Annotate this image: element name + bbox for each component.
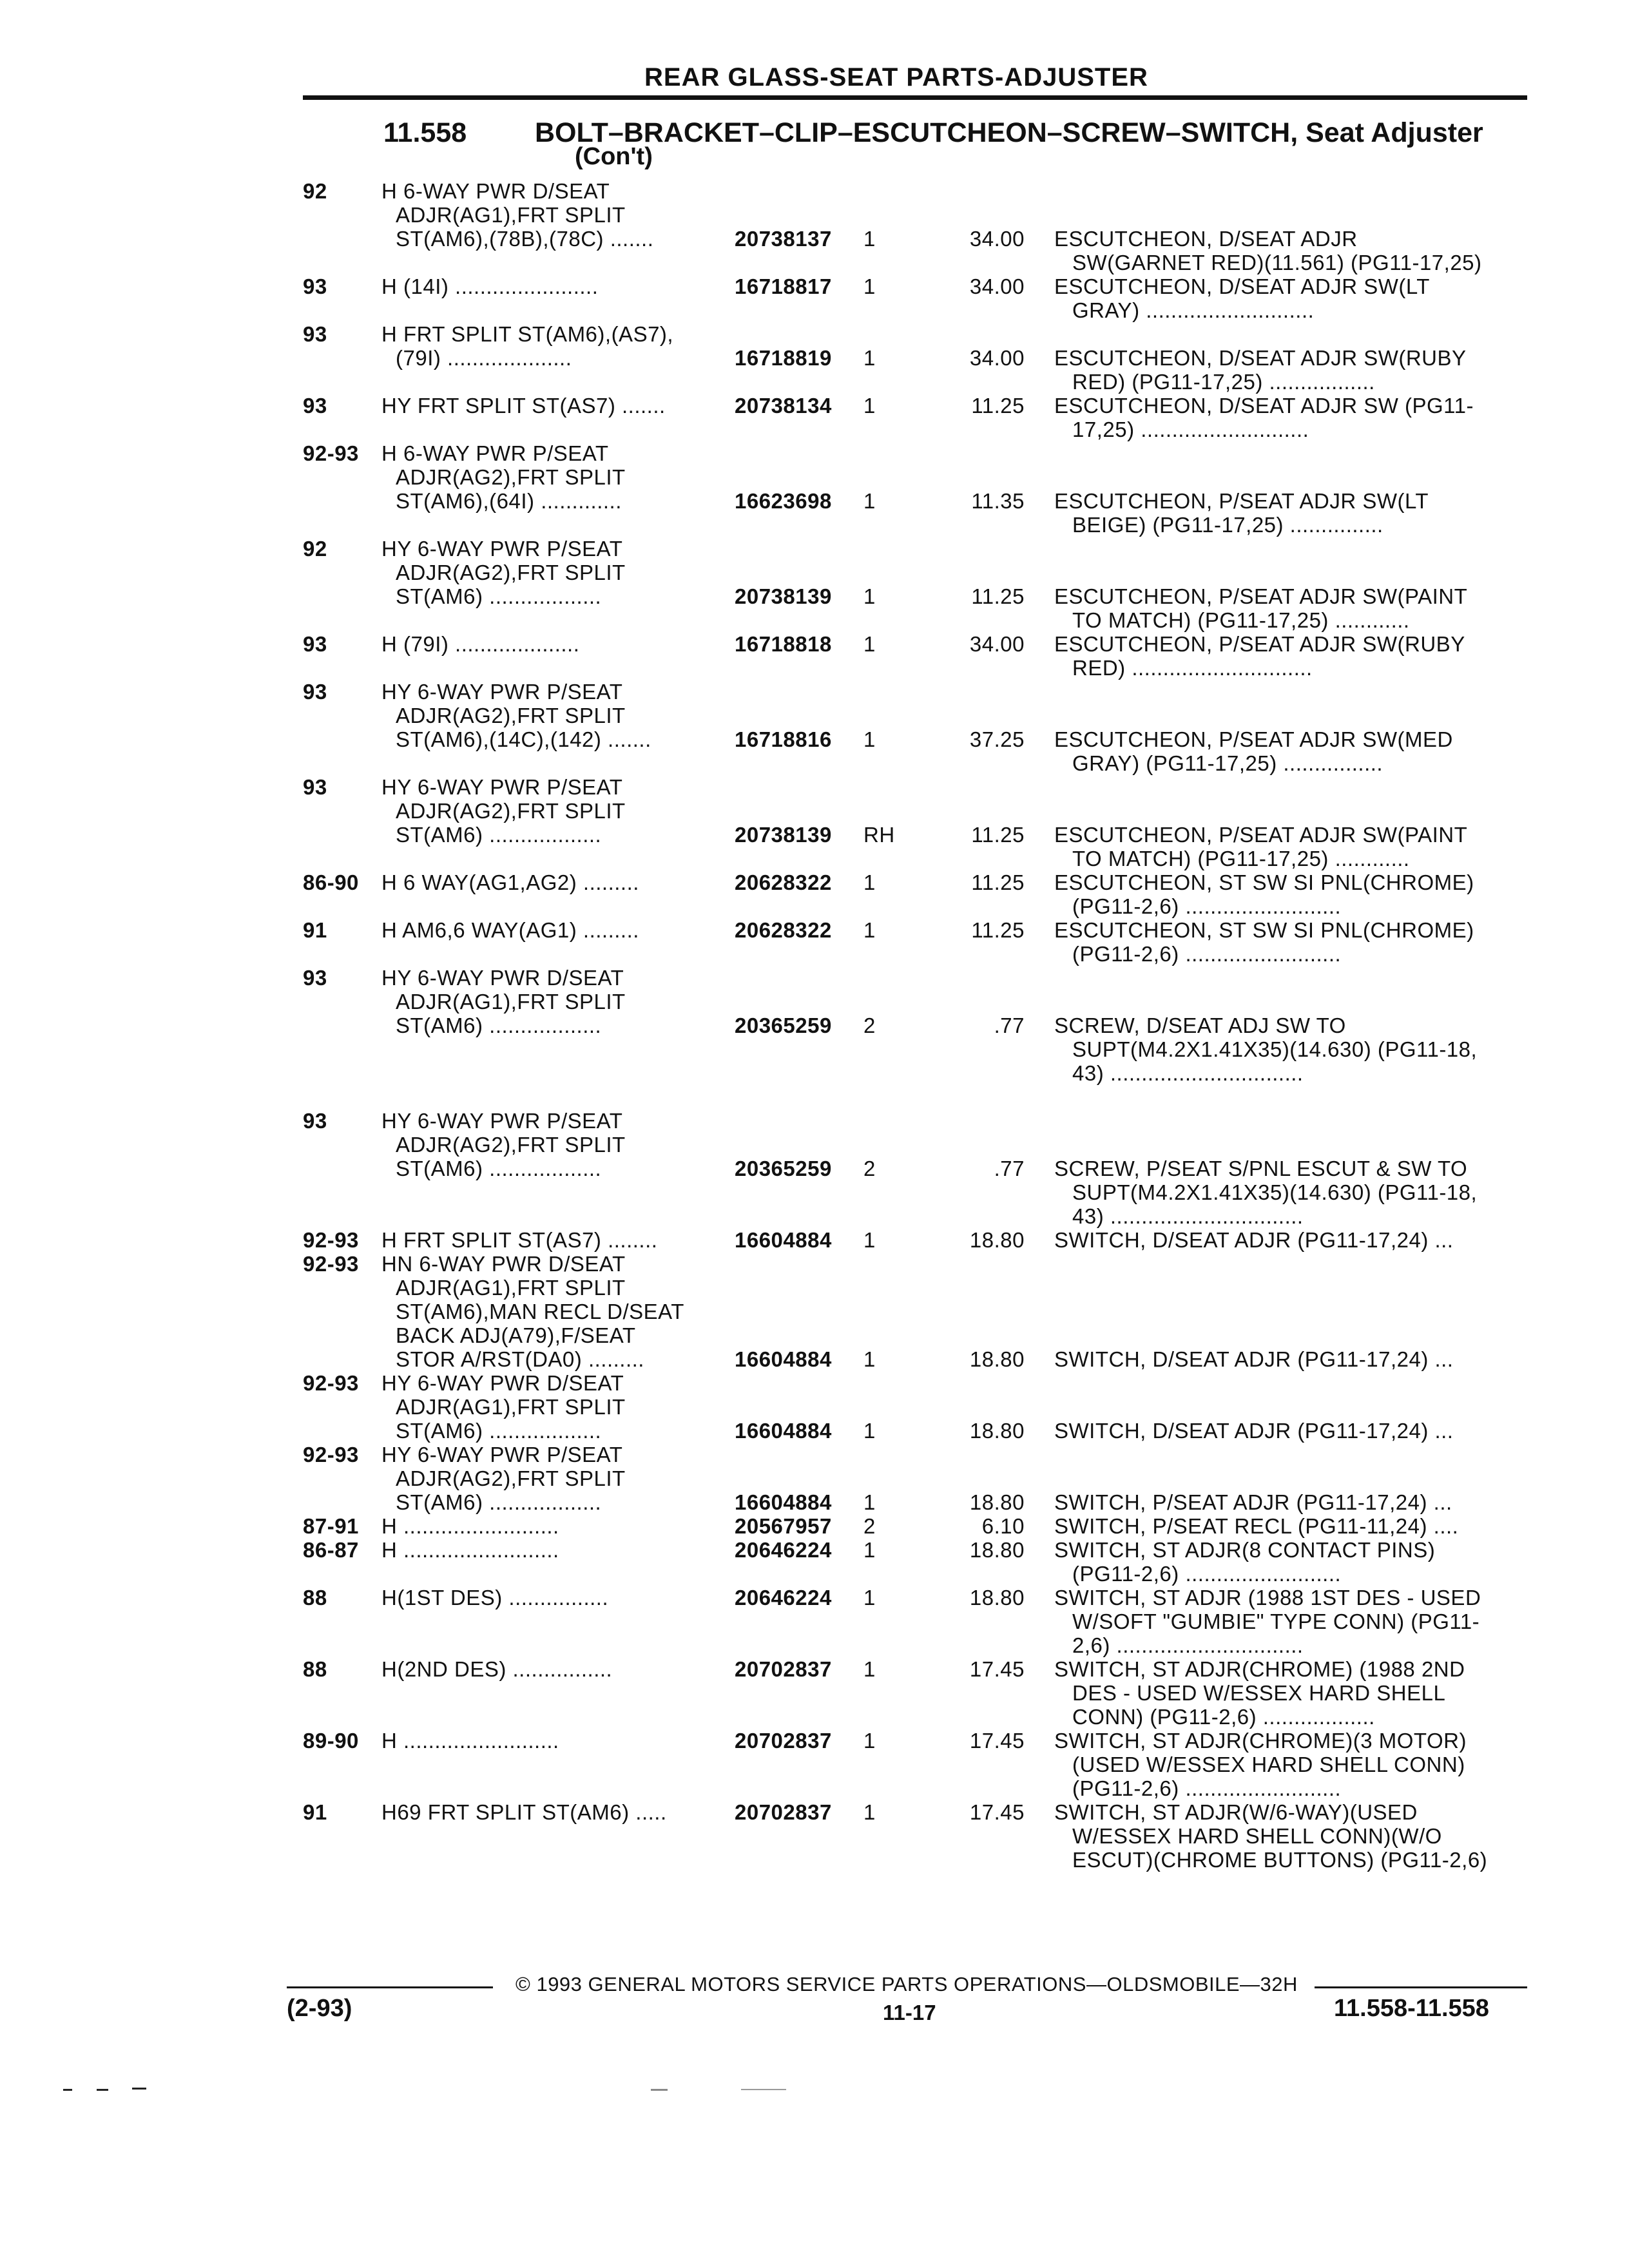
part-description <box>1054 823 1518 870</box>
description-line: SUPT(M4.2X1.41X35)(14.630) (PG11-18, <box>1072 1180 1478 1204</box>
part-number: 20702837 <box>735 1800 832 1824</box>
quantity: 1 <box>863 727 876 751</box>
part-number: 16604884 <box>735 1490 832 1514</box>
part-description <box>1054 1514 1518 1538</box>
usage-description <box>381 322 729 370</box>
table-row <box>0 1371 1629 1443</box>
price: 34.00 <box>969 632 1025 656</box>
usage-line: ADJR(AG1),FRT SPLIT <box>396 203 626 227</box>
footer-rule-left <box>287 1986 493 1988</box>
footer-page-number: 11-17 <box>883 2001 936 2024</box>
description-line: ESCUTCHEON, D/SEAT ADJR SW(LT <box>1054 274 1430 298</box>
table-row <box>0 1538 1629 1586</box>
part-number: 16604884 <box>735 1228 832 1252</box>
usage-description <box>381 1538 729 1562</box>
table-row <box>0 1514 1629 1538</box>
price: 34.00 <box>969 274 1025 298</box>
page-title: REAR GLASS-SEAT PARTS-ADJUSTER <box>644 63 1148 91</box>
quantity: 1 <box>863 1419 876 1443</box>
quantity: 1 <box>863 227 876 251</box>
usage-line: H(2ND DES) ................ <box>381 1657 613 1681</box>
usage-description <box>381 1514 729 1538</box>
usage-line: ST(AM6) .................. <box>396 823 602 847</box>
quantity: 1 <box>863 394 876 418</box>
parts-table <box>0 179 1629 1872</box>
description-line: SWITCH, P/SEAT ADJR (PG11-17,24) ... <box>1054 1490 1452 1514</box>
description-line: ESCUTCHEON, P/SEAT ADJR SW(LT <box>1054 489 1429 513</box>
table-row <box>0 441 1629 537</box>
usage-line: HY 6-WAY PWR P/SEAT <box>381 1443 623 1466</box>
usage-description <box>381 1109 729 1180</box>
price: 34.00 <box>969 227 1025 251</box>
usage-line: ADJR(AG2),FRT SPLIT <box>396 799 626 823</box>
description-line: W/ESSEX HARD SHELL CONN)(W/O <box>1072 1824 1442 1848</box>
usage-description <box>381 966 729 1037</box>
usage-line: H 6-WAY PWR P/SEAT <box>381 441 609 465</box>
usage-description <box>381 394 729 418</box>
part-number: 16623698 <box>735 489 832 513</box>
model-year: 93 <box>303 394 327 418</box>
part-number: 16604884 <box>735 1347 832 1371</box>
usage-description <box>381 632 729 656</box>
description-line: GRAY) ........................... <box>1072 298 1315 322</box>
usage-line: H 6 WAY(AG1,AG2) ......... <box>381 870 639 894</box>
section-continued: (Con't) <box>575 143 653 170</box>
footer-date-code: (2-93) <box>287 1995 352 2022</box>
model-year: 92-93 <box>303 441 359 465</box>
section-number: 11.558 <box>383 117 467 148</box>
quantity: 1 <box>863 1347 876 1371</box>
part-description <box>1054 274 1518 322</box>
description-line: DES - USED W/ESSEX HARD SHELL <box>1072 1681 1446 1705</box>
part-number: 16718817 <box>735 274 832 298</box>
description-line: 43) ............................... <box>1072 1204 1304 1228</box>
description-line: SWITCH, ST ADJR(CHROME) (1988 2ND <box>1054 1657 1465 1681</box>
description-line: RED) (PG11-17,25) ................. <box>1072 370 1375 394</box>
price: 18.80 <box>969 1538 1025 1562</box>
usage-line: ST(AM6) .................. <box>396 1419 602 1443</box>
description-line: SW(GARNET RED)(11.561) (PG11-17,25) <box>1072 251 1482 274</box>
table-row <box>0 1729 1629 1800</box>
price: 18.80 <box>969 1586 1025 1610</box>
quantity: 2 <box>863 1157 876 1180</box>
model-year: 93 <box>303 680 327 704</box>
model-year: 93 <box>303 966 327 990</box>
table-row <box>0 1800 1629 1872</box>
usage-line: ST(AM6),(78B),(78C) ....... <box>396 227 654 251</box>
part-description <box>1054 1490 1518 1514</box>
part-number: 20646224 <box>735 1586 832 1610</box>
part-number: 16718816 <box>735 727 832 751</box>
part-description <box>1054 346 1518 394</box>
part-number: 20738139 <box>735 584 832 608</box>
part-description <box>1054 1657 1518 1729</box>
usage-line: ADJR(AG1),FRT SPLIT <box>396 990 626 1014</box>
usage-description <box>381 1252 729 1371</box>
usage-description <box>381 441 729 513</box>
description-line: SUPT(M4.2X1.41X35)(14.630) (PG11-18, <box>1072 1037 1478 1061</box>
quantity: 1 <box>863 632 876 656</box>
model-year: 88 <box>303 1657 327 1681</box>
description-line: ESCUTCHEON, D/SEAT ADJR SW (PG11- <box>1054 394 1474 418</box>
description-line: ESCUTCHEON, ST SW SI PNL(CHROME) <box>1054 870 1474 894</box>
scan-mark <box>97 2089 108 2091</box>
part-description <box>1054 632 1518 680</box>
table-row <box>0 394 1629 441</box>
usage-description <box>381 1586 729 1610</box>
usage-line: ADJR(AG2),FRT SPLIT <box>396 704 626 727</box>
price: 17.45 <box>969 1800 1025 1824</box>
part-number: 20365259 <box>735 1157 832 1180</box>
description-line: RED) ............................. <box>1072 656 1313 680</box>
description-line: SWITCH, ST ADJR(8 CONTACT PINS) <box>1054 1538 1436 1562</box>
table-row <box>0 322 1629 394</box>
usage-line: ST(AM6),MAN RECL D/SEAT <box>396 1300 684 1323</box>
description-line: SCREW, P/SEAT S/PNL ESCUT & SW TO <box>1054 1157 1468 1180</box>
model-year: 86-87 <box>303 1538 359 1562</box>
quantity: 1 <box>863 1490 876 1514</box>
usage-line: H ......................... <box>381 1729 559 1753</box>
description-line: SWITCH, P/SEAT RECL (PG11-11,24) .... <box>1054 1514 1459 1538</box>
description-line: SWITCH, ST ADJR (1988 1ST DES - USED <box>1054 1586 1481 1610</box>
part-description <box>1054 870 1518 918</box>
usage-description <box>381 537 729 608</box>
description-line: CONN) (PG11-2,6) .................. <box>1072 1705 1375 1729</box>
model-year: 89-90 <box>303 1729 359 1753</box>
description-line: ESCUTCHEON, P/SEAT ADJR SW(MED <box>1054 727 1453 751</box>
part-number: 16718818 <box>735 632 832 656</box>
description-line: SWITCH, D/SEAT ADJR (PG11-17,24) ... <box>1054 1419 1454 1443</box>
table-row <box>0 1657 1629 1729</box>
quantity: 1 <box>863 584 876 608</box>
part-description <box>1054 1228 1518 1252</box>
usage-description <box>381 775 729 847</box>
usage-description <box>381 1657 729 1681</box>
price: 18.80 <box>969 1419 1025 1443</box>
usage-description <box>381 1800 729 1824</box>
model-year: 92-93 <box>303 1443 359 1466</box>
description-line: SWITCH, D/SEAT ADJR (PG11-17,24) ... <box>1054 1228 1454 1252</box>
price: 17.45 <box>969 1729 1025 1753</box>
table-row <box>0 179 1629 274</box>
usage-line: ST(AM6) .................. <box>396 1014 602 1037</box>
description-line: ESCUTCHEON, P/SEAT ADJR SW(RUBY <box>1054 632 1465 656</box>
part-description <box>1054 1729 1518 1800</box>
usage-description <box>381 1729 729 1753</box>
part-number: 20738134 <box>735 394 832 418</box>
price: 37.25 <box>969 727 1025 751</box>
footer-rule-right <box>1315 1986 1527 1988</box>
model-year: 92-93 <box>303 1252 359 1276</box>
price: 11.25 <box>971 394 1025 418</box>
usage-line: HY 6-WAY PWR D/SEAT <box>381 1371 624 1395</box>
description-line: ESCUTCHEON, D/SEAT ADJR <box>1054 227 1358 251</box>
quantity: 1 <box>863 1586 876 1610</box>
section-title: BOLT–BRACKET–CLIP–ESCUTCHEON–SCREW–SWITCH, Seat Adjuster <box>535 117 1483 148</box>
part-description <box>1054 1419 1518 1443</box>
usage-line: STOR A/RST(DA0) ......... <box>396 1347 644 1371</box>
model-year: 88 <box>303 1586 327 1610</box>
part-number: 20628322 <box>735 918 832 942</box>
usage-line: H (14I) ....................... <box>381 274 599 298</box>
usage-line: (79I) .................... <box>396 346 572 370</box>
part-number: 20365259 <box>735 1014 832 1037</box>
model-year: 91 <box>303 1800 327 1824</box>
model-year: 93 <box>303 322 327 346</box>
table-row <box>0 1443 1629 1514</box>
usage-description <box>381 680 729 751</box>
table-row <box>0 870 1629 918</box>
part-number: 20738137 <box>735 227 832 251</box>
usage-line: H(1ST DES) ................ <box>381 1586 609 1610</box>
quantity: 2 <box>863 1514 876 1538</box>
part-number: 20702837 <box>735 1657 832 1681</box>
model-year: 92 <box>303 537 327 561</box>
price: .77 <box>994 1157 1025 1180</box>
part-number: 20646224 <box>735 1538 832 1562</box>
quantity: 1 <box>863 1228 876 1252</box>
usage-description <box>381 1371 729 1443</box>
price: .77 <box>994 1014 1025 1037</box>
description-line: (PG11-2,6) ......................... <box>1072 1776 1342 1800</box>
table-row <box>0 775 1629 870</box>
description-line: 43) ............................... <box>1072 1061 1304 1085</box>
usage-description <box>381 870 729 894</box>
description-line: (PG11-2,6) ......................... <box>1072 894 1342 918</box>
scan-mark <box>63 2089 72 2091</box>
usage-description <box>381 1228 729 1252</box>
price: 6.10 <box>981 1514 1025 1538</box>
model-year: 93 <box>303 632 327 656</box>
part-description <box>1054 918 1518 966</box>
model-year: 93 <box>303 274 327 298</box>
usage-line: H AM6,6 WAY(AG1) ......... <box>381 918 639 942</box>
part-number: 20567957 <box>735 1514 832 1538</box>
quantity: 1 <box>863 870 876 894</box>
price: 17.45 <box>969 1657 1025 1681</box>
quantity: 1 <box>863 346 876 370</box>
scan-mark <box>741 2089 786 2090</box>
price: 18.80 <box>969 1490 1025 1514</box>
description-line: ESCUT)(CHROME BUTTONS) (PG11-2,6) <box>1072 1848 1488 1872</box>
model-year: 92-93 <box>303 1371 359 1395</box>
usage-line: ST(AM6) .................. <box>396 1157 602 1180</box>
usage-line: H (79I) .................... <box>381 632 580 656</box>
quantity: 1 <box>863 489 876 513</box>
usage-line: HY 6-WAY PWR P/SEAT <box>381 537 623 561</box>
table-row <box>0 1252 1629 1371</box>
part-number: 20702837 <box>735 1729 832 1753</box>
footer-copyright: © 1993 GENERAL MOTORS SERVICE PARTS OPERATIONS—OLDSMOBILE—32H <box>516 1973 1298 1995</box>
description-line: 2,6) .............................. <box>1072 1633 1304 1657</box>
description-line: ESCUTCHEON, ST SW SI PNL(CHROME) <box>1054 918 1474 942</box>
description-line: SWITCH, ST ADJR(W/6-WAY)(USED <box>1054 1800 1418 1824</box>
description-line: BEIGE) (PG11-17,25) ............... <box>1072 513 1383 537</box>
part-description <box>1054 584 1518 632</box>
price: 11.25 <box>971 584 1025 608</box>
description-line: TO MATCH) (PG11-17,25) ............ <box>1072 608 1410 632</box>
description-line: W/SOFT "GUMBIE" TYPE CONN) (PG11- <box>1072 1610 1480 1633</box>
usage-line: HY FRT SPLIT ST(AS7) ....... <box>381 394 666 418</box>
description-line: SCREW, D/SEAT ADJ SW TO <box>1054 1014 1346 1037</box>
description-line: TO MATCH) (PG11-17,25) ............ <box>1072 847 1410 870</box>
description-line: (PG11-2,6) ......................... <box>1072 1562 1342 1586</box>
usage-description <box>381 179 729 251</box>
usage-line: HN 6-WAY PWR D/SEAT <box>381 1252 626 1276</box>
quantity: 1 <box>863 1729 876 1753</box>
price: 11.25 <box>971 870 1025 894</box>
usage-line: H69 FRT SPLIT ST(AM6) ..... <box>381 1800 667 1824</box>
quantity: RH <box>863 823 895 847</box>
usage-line: ST(AM6),(14C),(142) ....... <box>396 727 651 751</box>
model-year: 93 <box>303 775 327 799</box>
description-line: ESCUTCHEON, D/SEAT ADJR SW(RUBY <box>1054 346 1467 370</box>
table-row <box>0 537 1629 632</box>
scan-mark <box>651 2089 668 2091</box>
model-year: 87-91 <box>303 1514 359 1538</box>
part-description <box>1054 1014 1518 1085</box>
usage-line: HY 6-WAY PWR P/SEAT <box>381 1109 623 1133</box>
model-year: 93 <box>303 1109 327 1133</box>
table-row <box>0 1586 1629 1657</box>
usage-line: H FRT SPLIT ST(AS7) ........ <box>381 1228 658 1252</box>
usage-description <box>381 918 729 942</box>
part-number: 20628322 <box>735 870 832 894</box>
usage-line: H ......................... <box>381 1538 559 1562</box>
part-description <box>1054 227 1518 274</box>
model-year: 86-90 <box>303 870 359 894</box>
usage-line: ADJR(AG2),FRT SPLIT <box>396 1466 626 1490</box>
quantity: 1 <box>863 1657 876 1681</box>
description-line: SWITCH, ST ADJR(CHROME)(3 MOTOR) <box>1054 1729 1467 1753</box>
part-description <box>1054 1347 1518 1371</box>
usage-line: ADJR(AG1),FRT SPLIT <box>396 1276 626 1300</box>
usage-line: ADJR(AG2),FRT SPLIT <box>396 561 626 584</box>
usage-description <box>381 1443 729 1514</box>
description-line: SWITCH, D/SEAT ADJR (PG11-17,24) ... <box>1054 1347 1454 1371</box>
table-row <box>0 632 1629 680</box>
description-line: (PG11-2,6) ......................... <box>1072 942 1342 966</box>
part-number: 16718819 <box>735 346 832 370</box>
usage-line: H 6-WAY PWR D/SEAT <box>381 179 610 203</box>
part-description <box>1054 1538 1518 1586</box>
usage-line: ST(AM6) .................. <box>396 584 602 608</box>
quantity: 1 <box>863 1800 876 1824</box>
description-line: 17,25) ........................... <box>1072 418 1309 441</box>
scan-mark <box>132 2088 146 2090</box>
usage-line: HY 6-WAY PWR P/SEAT <box>381 775 623 799</box>
part-description <box>1054 727 1518 775</box>
part-description <box>1054 1157 1518 1228</box>
model-year: 91 <box>303 918 327 942</box>
usage-line: ADJR(AG2),FRT SPLIT <box>396 465 626 489</box>
description-line: ESCUTCHEON, P/SEAT ADJR SW(PAINT <box>1054 823 1468 847</box>
part-description <box>1054 1586 1518 1657</box>
table-row <box>0 1228 1629 1252</box>
table-row <box>0 918 1629 966</box>
footer-section-range: 11.558-11.558 <box>1334 1995 1489 2022</box>
usage-description <box>381 274 729 298</box>
usage-line: ADJR(AG1),FRT SPLIT <box>396 1395 626 1419</box>
description-line: (USED W/ESSEX HARD SHELL CONN) <box>1072 1753 1465 1776</box>
model-year: 92 <box>303 179 327 203</box>
part-number: 16604884 <box>735 1419 832 1443</box>
usage-line: H FRT SPLIT ST(AM6),(AS7), <box>381 322 674 346</box>
usage-line: HY 6-WAY PWR D/SEAT <box>381 966 624 990</box>
part-description <box>1054 1800 1518 1872</box>
part-description <box>1054 394 1518 441</box>
quantity: 1 <box>863 274 876 298</box>
usage-line: ADJR(AG2),FRT SPLIT <box>396 1133 626 1157</box>
model-year: 92-93 <box>303 1228 359 1252</box>
table-row <box>0 274 1629 322</box>
price: 18.80 <box>969 1347 1025 1371</box>
price: 11.35 <box>971 489 1025 513</box>
table-row <box>0 680 1629 775</box>
table-row <box>0 1109 1629 1228</box>
usage-line: ST(AM6) .................. <box>396 1490 602 1514</box>
description-line: ESCUTCHEON, P/SEAT ADJR SW(PAINT <box>1054 584 1468 608</box>
usage-line: H ......................... <box>381 1514 559 1538</box>
title-rule <box>303 95 1527 100</box>
table-row <box>0 966 1629 1109</box>
quantity: 1 <box>863 918 876 942</box>
price: 11.25 <box>971 823 1025 847</box>
part-number: 20738139 <box>735 823 832 847</box>
price: 18.80 <box>969 1228 1025 1252</box>
usage-line: ST(AM6),(64I) ............. <box>396 489 622 513</box>
usage-line: BACK ADJ(A79),F/SEAT <box>396 1323 636 1347</box>
quantity: 2 <box>863 1014 876 1037</box>
price: 34.00 <box>969 346 1025 370</box>
part-description <box>1054 489 1518 537</box>
quantity: 1 <box>863 1538 876 1562</box>
description-line: GRAY) (PG11-17,25) ................ <box>1072 751 1383 775</box>
price: 11.25 <box>971 918 1025 942</box>
usage-line: HY 6-WAY PWR P/SEAT <box>381 680 623 704</box>
